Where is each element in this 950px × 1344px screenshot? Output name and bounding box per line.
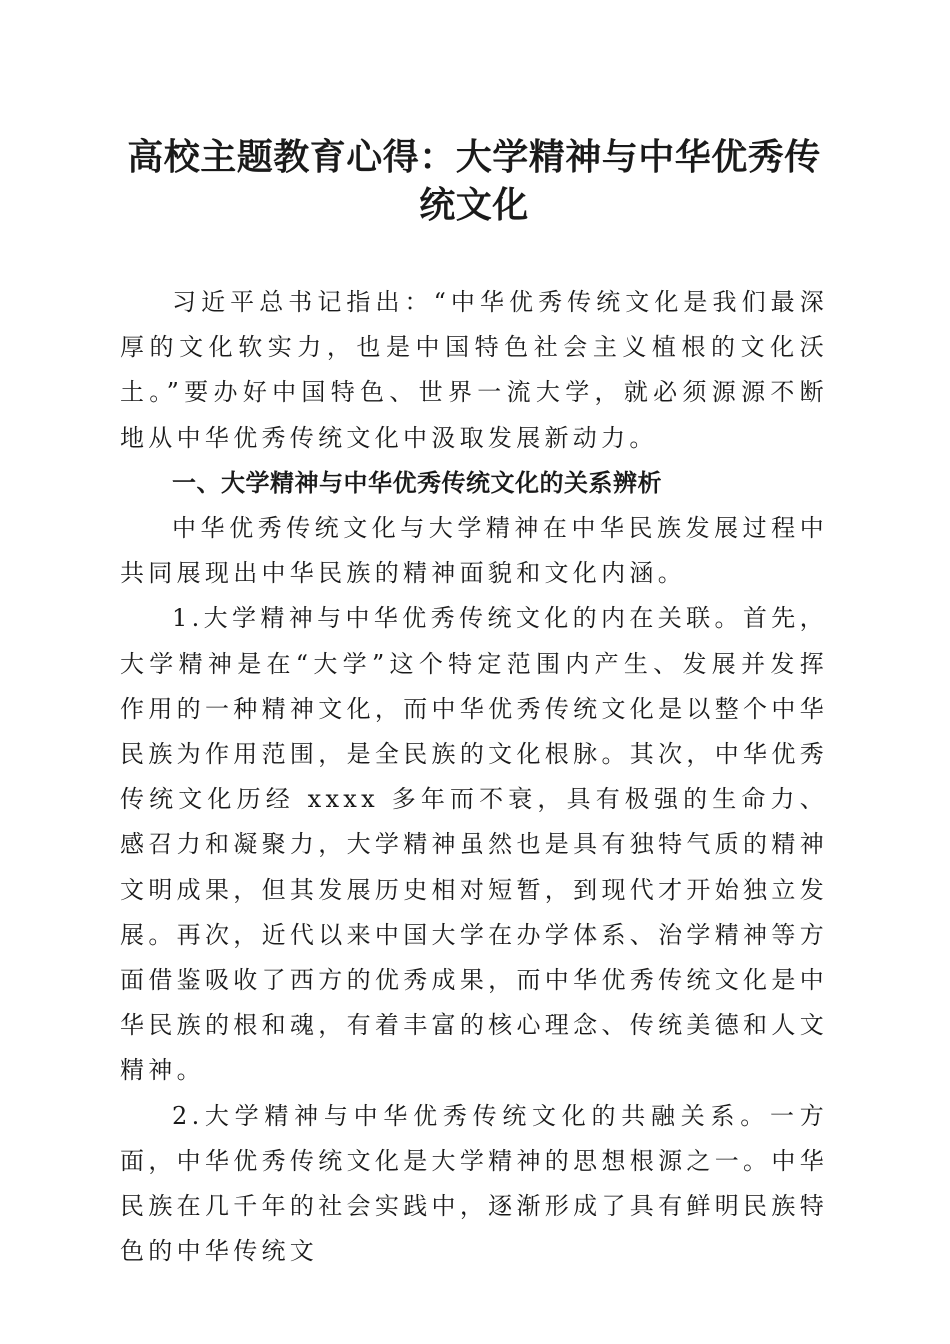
paragraph-point-2: 2.大学精神与中华优秀传统文化的共融关系。一方面，中华优秀传统文化是大学精神的思想根源之一。中华民族在几千年的社会实践中，逐渐形成了具有鲜明民族特色的中华传统文 [120,1101,828,1266]
paragraph-point-1: 1.大学精神与中华优秀传统文化的内在关联。首先，大学精神是在“大学”这个特定范围内产生、发展并发挥作用的一种精神文化，而中华优秀传统文化是以整个中华民族为作用范围，是全民族的文化根脉。其次，中华优秀传统文化历经 xxxx 多年而不衰，具有极强的生命力、感召力和凝聚力，大学精神虽然也是具有独特气质的精神文明成果，但其发展历史相对短暂，到现代才开始独立发展。再次，近代以来中国大学在办学体系、治学精神等方面借鉴吸收了西方的优秀成果，而中华优秀传统文化是中华民族的根和魂，有着丰富的核心理念、传统美德和人文精神。 [120,604,828,1085]
paragraph-intro: 习近平总书记指出：“中华优秀传统文化是我们最深厚的文化软实力，也是中国特色社会主义植根的文化沃土。”要办好中国特色、世界一流大学，就必须源源不断地从中华优秀传统文化中汲取发展新动力。 [120,288,828,452]
document-title: 高校主题教育心得：大学精神与中华优秀传统文化 [127,136,821,226]
section-heading: 一、大学精神与中华优秀传统文化的关系辨析 [172,468,662,497]
document-body [120,280,828,1274]
paragraph-overview: 中华优秀传统文化与大学精神在中华民族发展过程中共同展现出中华民族的精神面貌和文化内涵。 [120,514,828,588]
